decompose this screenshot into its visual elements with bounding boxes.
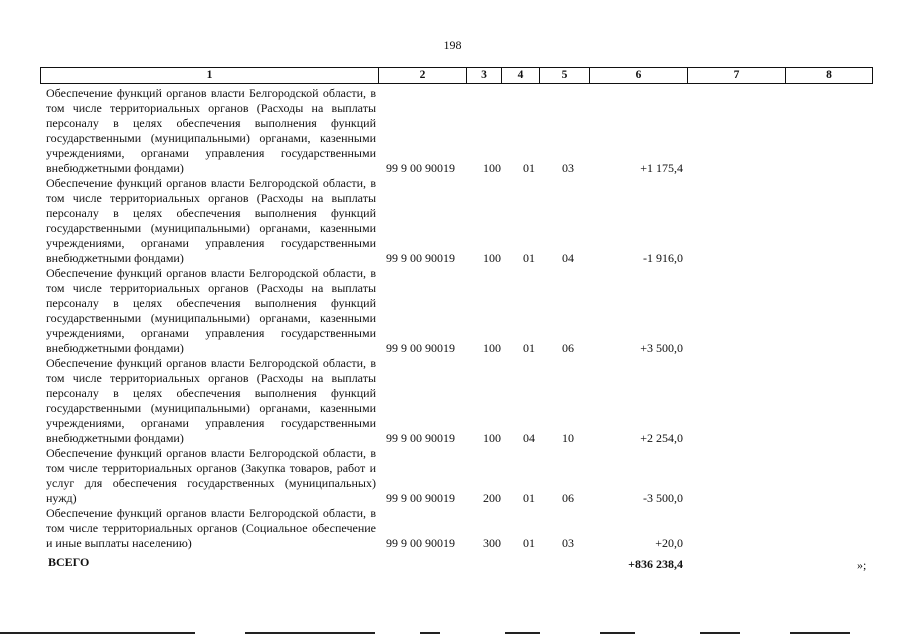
row-amount: -1 916,0 (643, 251, 683, 265)
row-code: 99 9 00 90019 (386, 491, 455, 505)
row-section: 01 (523, 341, 535, 355)
row-amount: +2 254,0 (640, 431, 683, 445)
row-cost-type: 100 (483, 251, 501, 265)
scan-edge-line (420, 632, 440, 634)
page-number: 198 (443, 38, 462, 52)
row-description: Обеспечение функций органов власти Белгородской области, в том числе территориальных органов (Расходы на выплаты персоналу в целях обеспечения выполнения функций государственными (муниципальными) органами, казенными учреждениями, органами управления государственными внебюджетными фондами) (46, 266, 376, 355)
row-subsection: 04 (562, 251, 574, 265)
row-code: 99 9 00 90019 (386, 251, 455, 265)
table-row (40, 86, 873, 176)
row-amount: +3 500,0 (640, 341, 683, 355)
scan-edge-line (600, 632, 635, 634)
row-code: 99 9 00 90019 (386, 161, 455, 175)
closing-quote-mark: »; (857, 558, 867, 572)
row-amount: +20,0 (655, 536, 683, 550)
row-amount: +1 175,4 (640, 161, 683, 175)
row-section: 04 (523, 431, 535, 445)
total-label: ВСЕГО (48, 555, 90, 569)
row-description: Обеспечение функций органов власти Белгородской области, в том числе территориальных органов (Социальное обеспечение и иные выплаты населению) (46, 506, 376, 550)
row-cost-type: 100 (483, 341, 501, 355)
row-subsection: 10 (562, 431, 574, 445)
header-col-6: 6 (590, 68, 688, 83)
header-col-7: 7 (688, 68, 786, 83)
table-header (40, 67, 873, 84)
row-subsection: 06 (562, 491, 574, 505)
table-row (40, 176, 873, 266)
row-code: 99 9 00 90019 (386, 536, 455, 550)
row-subsection: 06 (562, 341, 574, 355)
scan-edge-line (700, 632, 740, 634)
total-amount: +836 238,4 (628, 557, 683, 571)
row-section: 01 (523, 491, 535, 505)
table-row (40, 356, 873, 446)
row-section: 01 (523, 161, 535, 175)
table-row (40, 506, 873, 551)
header-col-5: 5 (540, 68, 590, 83)
row-description: Обеспечение функций органов власти Белгородской области, в том числе территориальных органов (Расходы на выплаты персоналу в целях обеспечения выполнения функций государственными (муниципальными) органами, казенными учреждениями, органами управления государственными внебюджетными фондами) (46, 86, 376, 175)
header-col-8: 8 (826, 69, 832, 81)
row-subsection: 03 (562, 536, 574, 550)
table-row (40, 446, 873, 506)
row-description: Обеспечение функций органов власти Белгородской области, в том числе территориальных органов (Расходы на выплаты персоналу в целях обеспечения выполнения функций государственными (муниципальными) органами, казенными учреждениями, органами управления государственными внебюджетными фондами) (46, 356, 376, 445)
row-cost-type: 300 (483, 536, 501, 550)
header-col-3: 3 (467, 68, 502, 83)
row-amount: -3 500,0 (643, 491, 683, 505)
scan-edge-line (0, 632, 195, 634)
row-description: Обеспечение функций органов власти Белгородской области, в том числе территориальных органов (Расходы на выплаты персоналу в целях обеспечения выполнения функций государственными (муниципальными) органами, казенными учреждениями, органами управления государственными внебюджетными фондами) (46, 176, 376, 265)
row-code: 99 9 00 90019 (386, 431, 455, 445)
row-cost-type: 200 (483, 491, 501, 505)
row-section: 01 (523, 536, 535, 550)
row-cost-type: 100 (483, 431, 501, 445)
row-section: 01 (523, 251, 535, 265)
row-subsection: 03 (562, 161, 574, 175)
row-code: 99 9 00 90019 (386, 341, 455, 355)
row-cost-type: 100 (483, 161, 501, 175)
scan-edge-line (790, 632, 850, 634)
table-row (40, 266, 873, 356)
header-col-4: 4 (502, 68, 540, 83)
row-description: Обеспечение функций органов власти Белгородской области, в том числе территориальных органов (Закупка товаров, работ и услуг для обеспечения государственных (муниципальных) нужд) (46, 446, 376, 505)
header-col-2: 2 (379, 68, 467, 83)
scan-edge-line (505, 632, 540, 634)
header-col-1: 1 (41, 68, 379, 83)
scan-edge-line (245, 632, 375, 634)
